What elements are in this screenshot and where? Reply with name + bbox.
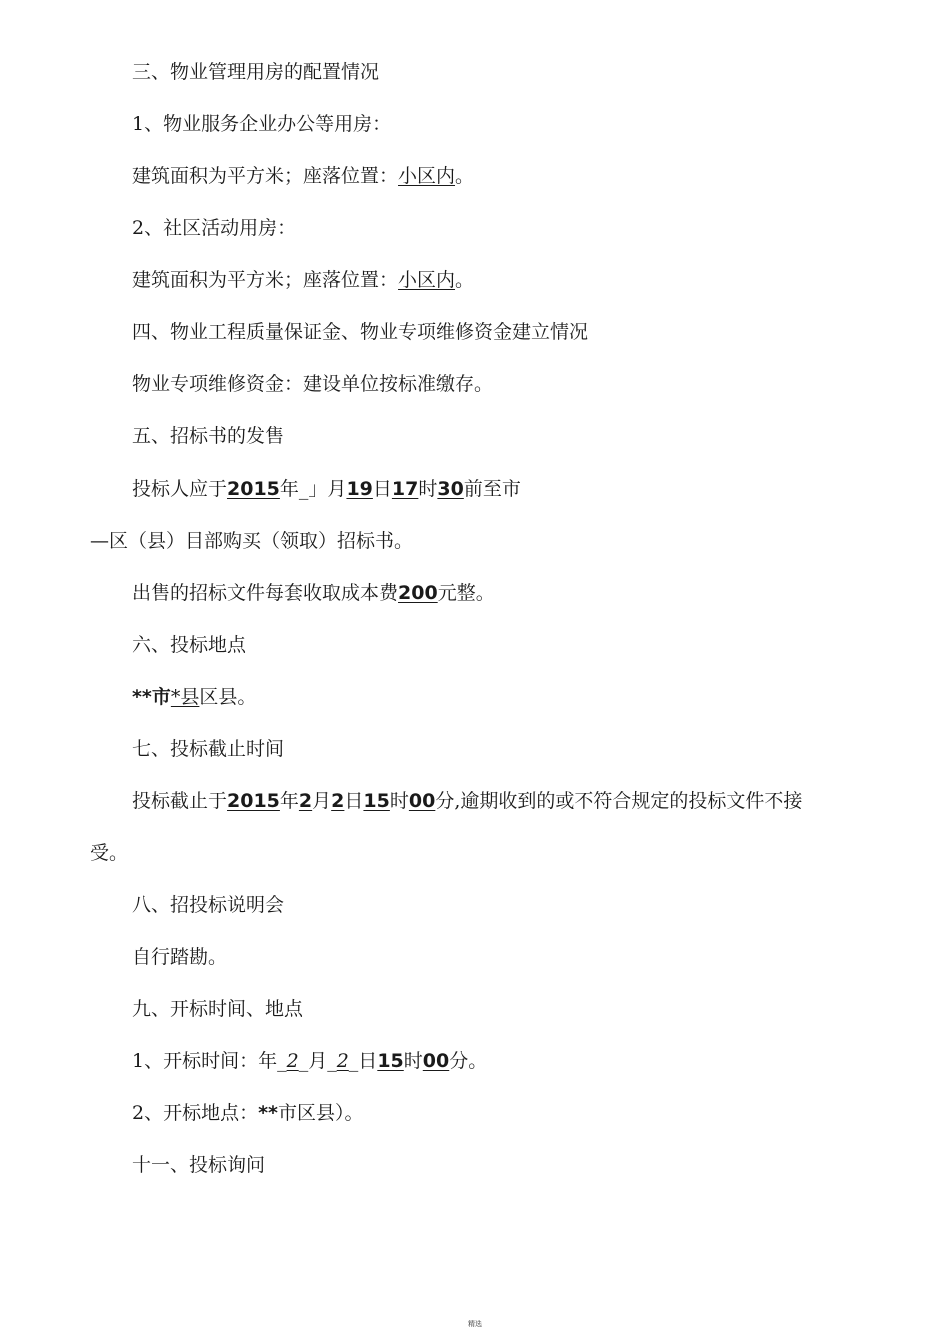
section-5-sale-line-1	[132, 477, 521, 501]
underlined-month: 2	[298, 790, 313, 812]
section-4-title: 四、物业工程质量保证金、物业专项维修资金建立情况	[132, 321, 589, 343]
text-segment: 时	[418, 478, 438, 500]
text-segment: 。	[455, 269, 475, 291]
text-segment: 建筑面积为平方米；座落位置：	[132, 165, 399, 187]
section-3-item-2: 2、社区活动用房：	[132, 217, 297, 239]
text-segment: 市区县）。	[277, 1102, 364, 1124]
text-segment: 时	[403, 1050, 423, 1072]
page-footer-mark: 精选	[468, 1320, 482, 1328]
section-5-title: 五、招标书的发售	[132, 425, 285, 447]
section-8-title: 八、招投标说明会	[132, 894, 285, 916]
section-9-title: 九、开标时间、地点	[132, 998, 304, 1020]
underlined-day: 19	[346, 478, 373, 500]
underlined-location: 小区内	[398, 165, 456, 187]
section-7-deadline-line-1	[132, 789, 802, 813]
section-6-place	[132, 685, 256, 709]
underlined-hour: 17	[391, 478, 419, 500]
text-segment: 月	[312, 790, 332, 812]
section-5-fee	[132, 581, 495, 605]
underlined-hour: 15	[377, 1050, 404, 1072]
text-segment: 」月	[308, 478, 347, 500]
section-9-opening-time	[132, 1049, 487, 1073]
text-segment: 分。	[449, 1050, 488, 1072]
underlined-day: 2	[331, 790, 345, 812]
underlined-minute: 00	[422, 1050, 450, 1072]
section-5-sale-line-2: —区（县）目部购买（领取）招标书。	[90, 530, 414, 552]
underlined-year: 2015	[227, 478, 280, 500]
section-7-title: 七、投标截止时间	[132, 738, 285, 760]
text-segment: 投标截止于	[132, 790, 228, 812]
text-segment: _月_	[298, 1050, 337, 1072]
text-segment: 前至市	[463, 478, 521, 500]
section-9-opening-place	[132, 1101, 363, 1125]
underlined-location: 小区内	[398, 269, 456, 291]
section-6-title: 六、投标地点	[132, 634, 247, 656]
text-segment: 2、开标地点：	[132, 1102, 259, 1124]
section-3-item-1-area	[132, 164, 474, 188]
underlined-day: 2	[336, 1050, 349, 1072]
text-segment: 日	[344, 790, 364, 812]
text-segment: 时	[389, 790, 409, 812]
section-3-title: 三、物业管理用房的配置情况	[132, 61, 380, 83]
text-segment: 年_	[279, 478, 309, 500]
section-3-item-1: 1、物业服务企业办公等用房：	[132, 113, 392, 135]
text-segment: 分,逾期收到的或不符合规定的投标文件不接	[435, 790, 803, 812]
section-3-item-2-area	[132, 268, 474, 292]
text-segment: 日	[372, 478, 392, 500]
text-segment: 1、开标时间：年_	[132, 1050, 287, 1072]
text-segment: 出售的招标文件每套收取成本费	[132, 582, 399, 604]
section-8-text: 自行踏勘。	[132, 946, 228, 968]
text-segment: 区县。	[199, 686, 257, 708]
text-segment: 年	[279, 790, 299, 812]
text-segment: **市	[132, 686, 171, 708]
bold-asterisks: **	[258, 1102, 278, 1124]
text-segment: 投标人应于	[132, 478, 228, 500]
underlined-hour: 15	[363, 790, 390, 812]
text-segment: 元整。	[437, 582, 495, 604]
text-segment: _日	[348, 1050, 378, 1072]
section-4-text: 物业专项维修资金：建设单位按标准缴存。	[132, 373, 494, 395]
section-7-deadline-line-2: 受。	[90, 842, 129, 864]
text-segment: 建筑面积为平方米；座落位置：	[132, 269, 399, 291]
underlined-minute: 00	[408, 790, 436, 812]
section-11-title: 十一、投标询问	[132, 1154, 266, 1176]
underlined-year: 2015	[227, 790, 280, 812]
text-segment: 。	[455, 165, 475, 187]
underlined-county: *县	[170, 686, 200, 708]
underlined-amount: 200	[398, 582, 438, 604]
underlined-minute: 30	[437, 478, 464, 500]
underlined-month: 2	[286, 1050, 299, 1072]
